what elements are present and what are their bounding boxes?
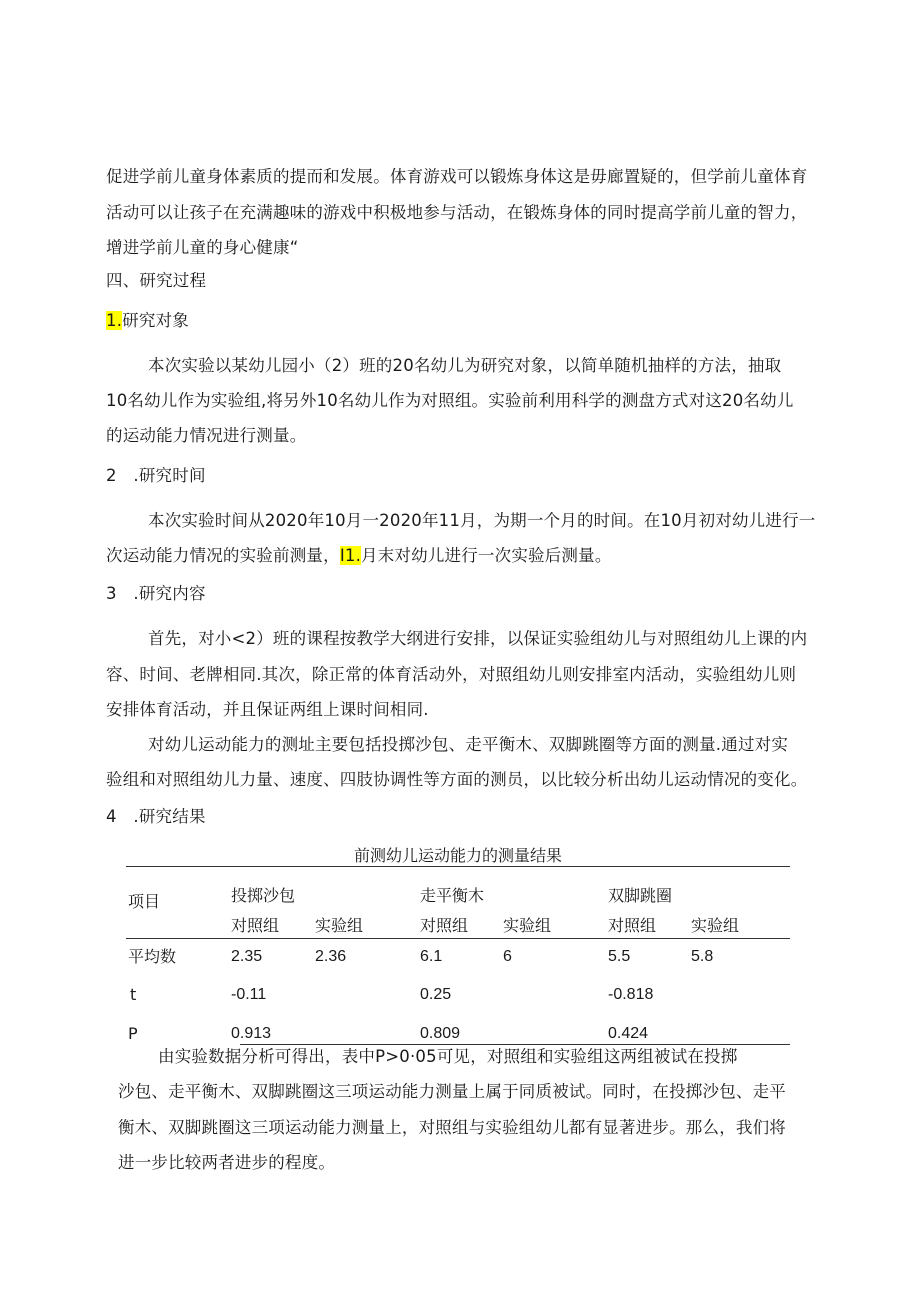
table-row-label: P bbox=[128, 1024, 138, 1043]
paragraph-line: 验组和对照组幼儿力量、速度、四肢协调性等方面的测员，以比较分析出幼儿运动情况的变化。 bbox=[106, 770, 808, 789]
table-cell: 0.809 bbox=[420, 1025, 461, 1042]
subsection-heading-2: 2 .研究时间 bbox=[106, 466, 206, 485]
paragraph-line: 对幼儿运动能力的测址主要包括投掷沙包、走平衡木、双脚跳圈等方面的测量.通过对实 bbox=[148, 735, 789, 754]
paragraph-line: 活动可以让孩子在充满趣味的游戏中积极地参与活动，在锻炼身体的同时提高学前儿童的智力， bbox=[106, 203, 808, 222]
table-group-header: 走平衡木 bbox=[420, 886, 485, 905]
table-subheader: 对照组 bbox=[231, 916, 280, 935]
paragraph-line bbox=[106, 545, 612, 567]
paragraph-line: 的运动能力情况进行测量。 bbox=[106, 426, 307, 445]
subsection-heading-4: 4 .研究结果 bbox=[106, 807, 206, 826]
paragraph-line: 容、时间、老牌相同.其次，除正常的体育活动外，对照组幼儿则安排室内活动，实验组幼儿则 bbox=[106, 665, 797, 684]
table-subheader: 实验组 bbox=[315, 916, 364, 935]
paragraph-line: 增进学前儿童的身心健康“ bbox=[106, 238, 299, 257]
table-top-rule bbox=[126, 866, 790, 867]
table-cell: -0.11 bbox=[231, 986, 267, 1003]
paragraph-line: 首先，对小<2）班的课程按教学大纲进行安排，以保证实验组幼儿与对照组幼儿上课的内 bbox=[148, 629, 808, 648]
table-cell: 6.1 bbox=[420, 948, 443, 965]
subsection-heading-3: 3 .研究内容 bbox=[106, 584, 206, 603]
table-cell: 2.35 bbox=[231, 948, 263, 965]
table-cell: 0.424 bbox=[608, 1025, 649, 1042]
paragraph-line: 本次实验时间从2020年10月一2020年11月，为期一个月的时间。在10月初对幼儿进行一 bbox=[148, 511, 816, 530]
subsection-title: 研究对象 bbox=[122, 311, 189, 330]
subsection-heading-1 bbox=[106, 310, 189, 332]
table-caption: 前测幼儿运动能力的测量结果 bbox=[353, 846, 562, 865]
table-subheader: 对照组 bbox=[420, 916, 469, 935]
table-subheader: 实验组 bbox=[503, 916, 552, 935]
paragraph-line: 沙包、走平衡木、双脚跳圈这三项运动能力测量上属于同质被试。同时，在投掷沙包、走平 bbox=[118, 1082, 786, 1101]
table-cell: 0.25 bbox=[420, 986, 452, 1003]
paragraph-line: 促进学前儿童身体素质的提而和发展。体育游戏可以锻炼身体这是毋廊置疑的，但学前儿童体育 bbox=[106, 167, 808, 186]
table-cell: 6 bbox=[503, 948, 512, 965]
table-bottom-rule bbox=[240, 1044, 790, 1045]
table-cell: 5.5 bbox=[608, 948, 631, 965]
paragraph-text: 次运动能力情况的实验前测量， bbox=[106, 546, 340, 565]
paragraph-line: 进一步比较两者进步的程度。 bbox=[118, 1153, 336, 1172]
highlighted-number: 1. bbox=[106, 311, 123, 330]
paragraph-line: 本次实验以某幼儿园小（2）班的20名幼儿为研究对象，以简单随机抽样的方法，抽取 bbox=[148, 356, 782, 375]
table-row-label: 平均数 bbox=[128, 947, 177, 966]
paragraph-line: 衡木、双脚跳圈这三项运动能力测量上，对照组与实验组幼儿都有显著进步。那么，我们将 bbox=[118, 1118, 786, 1137]
table-cell: -0.818 bbox=[608, 986, 654, 1003]
paragraph-line: 10名幼儿作为实验组,将另外10名幼儿作为对照组。实验前利用科学的测盘方式对这20名幼儿 bbox=[106, 391, 794, 410]
table-subheader: 对照组 bbox=[608, 916, 657, 935]
highlighted-text: I1. bbox=[339, 546, 362, 565]
table-subheader: 实验组 bbox=[691, 916, 740, 935]
paragraph-text: 月末对幼儿进行一次实验后测量。 bbox=[361, 546, 612, 565]
paragraph-line: 由实验数据分析可得出，表中P>0·05可见，对照组和实验组这两组被试在投掷 bbox=[158, 1047, 738, 1066]
section-heading: 四、研究过程 bbox=[106, 271, 207, 290]
table-group-header: 投掷沙包 bbox=[231, 886, 296, 905]
table-cell: 2.36 bbox=[315, 948, 347, 965]
table-item-header: 项目 bbox=[128, 892, 161, 911]
table-row-label: t bbox=[130, 985, 137, 1004]
table-cell: 0.913 bbox=[231, 1025, 272, 1042]
table-cell: 5.8 bbox=[691, 948, 714, 965]
paragraph-line: 安排体育活动，并且保证两组上课时间相同. bbox=[106, 700, 429, 719]
table-header-rule bbox=[126, 938, 790, 939]
table-group-header: 双脚跳圈 bbox=[608, 886, 673, 905]
